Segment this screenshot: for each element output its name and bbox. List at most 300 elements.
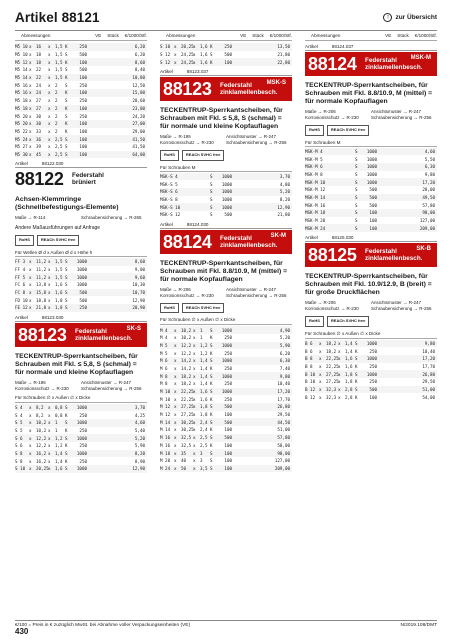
table-cell: 18,2 [181, 373, 192, 379]
table-row [305, 224, 437, 232]
table-cell: FF 5 [15, 274, 26, 280]
price-table [15, 43, 147, 158]
table-cell: S [355, 187, 358, 193]
table-cell: x [338, 394, 341, 400]
table-cell: 4,25 [134, 412, 145, 418]
table-cell: x [174, 335, 177, 341]
table-header: Abmessungen VE Stück €/1000/Stf. [15, 33, 147, 41]
table-cell: 100 [224, 442, 232, 448]
table-cell: 30 [36, 113, 42, 119]
availability-note: Andere Maßausführungen auf Anfrage [15, 225, 101, 232]
table-cell: 1000 [366, 340, 377, 346]
table-cell: S [355, 225, 358, 231]
table-cell: 209,00 [419, 225, 435, 231]
table-row [160, 365, 292, 373]
table-row [15, 442, 147, 450]
table-cell: x [48, 289, 51, 295]
table-cell: MSK-M 18 [305, 210, 326, 216]
table-row [305, 363, 437, 371]
table-cell: K [210, 335, 213, 341]
table-cell: 250 [224, 381, 232, 387]
table-cell: S [210, 189, 213, 195]
product-heading: TECKENTRUP-Sperrkantscheiben, für Schrauben mit Fkl. 10.9/12.9, B (breit) = für große Druckflächen [305, 273, 432, 297]
table-cell: x [48, 151, 51, 157]
table-cell: x [48, 266, 51, 272]
table-cell: x [193, 381, 196, 387]
table-cell: 40 [181, 458, 187, 464]
table-cell: MSK-S 5 [160, 181, 178, 187]
table-cell: 30 [36, 121, 42, 127]
table-cell: 1,5 [55, 274, 63, 280]
table-cell: 1000 [221, 181, 232, 187]
table-cell: M 6 [160, 365, 168, 371]
table-cell: 22 [36, 75, 42, 81]
table-cell: x [29, 282, 32, 288]
table-cell: 250 [79, 305, 87, 311]
table-row [15, 105, 147, 113]
table-cell: x [48, 75, 51, 81]
table-cell: 100 [369, 210, 377, 216]
table-cell: x [193, 389, 196, 395]
product-heading: TECKENTRUP-Sperrkantscheiben, für Schrauben mit Fkl. 8.8/10.9, M (mittel) = für normale Kopfauflagen [160, 259, 288, 283]
table-row [160, 180, 292, 188]
table-cell: 1000 [76, 435, 87, 441]
table-cell: 1,5 [55, 266, 63, 272]
table-cell: 500 [224, 435, 232, 441]
table-cell: x [29, 52, 32, 58]
price-table [15, 258, 147, 312]
price-table [160, 173, 292, 219]
table-cell: 17,20 [277, 389, 290, 395]
table-cell: 1000 [366, 179, 377, 185]
table-row [15, 128, 147, 136]
table-cell: M5 18 [15, 98, 28, 104]
page-number: 430 [15, 627, 29, 636]
table-cell: 1 [200, 327, 203, 333]
table-cell: 1,8 [55, 297, 63, 303]
table-cell: MSK-S 8 [160, 196, 178, 202]
table-cell: x [319, 356, 322, 362]
table-cell: 33 [36, 128, 42, 134]
table-cell: B 6 [305, 340, 313, 346]
table-cell: 22 [36, 67, 42, 73]
table-row [305, 186, 437, 194]
table-row [160, 211, 292, 219]
table-cell: K [210, 44, 213, 50]
table-cell: 22,25 [181, 396, 194, 402]
table-cell: x [48, 274, 51, 280]
table-cell: x [193, 427, 196, 433]
table-cell: 2 [55, 98, 58, 104]
table-cell: S [355, 179, 358, 185]
table-cell: 57,80 [277, 435, 290, 441]
table-cell: 24,25 [181, 59, 194, 65]
table-cell: 27,25 [181, 412, 194, 418]
table-cell: x [193, 412, 196, 418]
table-cell: 8,90 [134, 458, 145, 464]
table-cell: 1 [55, 420, 58, 426]
table-cell: x [193, 404, 196, 410]
table-row [160, 173, 292, 181]
table-row [15, 266, 147, 274]
table-cell: x [29, 274, 32, 280]
table-cell: 4,90 [279, 327, 290, 333]
table-cell: M5 20 [15, 121, 28, 127]
table-cell: S [210, 196, 213, 202]
table-cell: x [48, 466, 51, 472]
table-row [15, 74, 147, 82]
table-cell: 11,2 [36, 266, 47, 272]
table-row [15, 43, 147, 51]
table-cell: M5 24 [15, 136, 28, 142]
table-row [305, 355, 437, 363]
table-cell: MSK-M 14 [305, 194, 326, 200]
table-cell: 1000 [221, 196, 232, 202]
table-cell: S [65, 466, 68, 472]
product-heading: TECKENTRUP-Sperrkantscheiben, für Schrauben mit Fkl. ≤ 5,8, S (schmal) = für normale und kleine Kopfauflagen [15, 352, 138, 376]
table-cell: 1000 [221, 173, 232, 179]
table-cell: 12,90 [132, 297, 145, 303]
table-row [160, 395, 292, 403]
table-cell: 45 [36, 151, 42, 157]
table-cell: 2,5 [55, 136, 63, 142]
table-cell: 250 [224, 396, 232, 402]
reach-badge: REACh SVHC free [182, 150, 224, 161]
table-cell: 1,6 [200, 396, 208, 402]
table-cell: 6,20 [134, 52, 145, 58]
table-cell: 1,2 [55, 435, 63, 441]
header-divider [15, 30, 437, 31]
arrow-up-icon: ↑ [383, 13, 392, 22]
table-row [305, 347, 437, 355]
table-cell: S [65, 289, 68, 295]
table-cell: M 5 [160, 350, 168, 356]
table-row [15, 281, 147, 289]
table-cell: 100 [224, 59, 232, 65]
article-card-88123: Artikel 88123.030 88123 Federstahl zinklamellenbesch. SK-S [15, 315, 147, 347]
table-cell: 3,70 [279, 173, 290, 179]
table-cell: 6,20 [134, 44, 145, 50]
table-cell: 1,8 [345, 379, 353, 385]
table-cell: x [193, 358, 196, 364]
table-cell: 10,30 [132, 282, 145, 288]
table-cell: 10,2 [36, 420, 47, 426]
table-cell: 12,50 [132, 82, 145, 88]
table-cell: S 4 [15, 412, 23, 418]
table-cell: S [355, 218, 358, 224]
table-cell: x [48, 259, 51, 265]
table-cell: 27,00 [132, 121, 145, 127]
table-cell: S [65, 420, 68, 426]
table-cell: K [355, 394, 358, 400]
table-cell: 500 [369, 194, 377, 200]
table-cell: x [174, 350, 177, 356]
table-row [15, 112, 147, 120]
table-cell: 2,5 [55, 151, 63, 157]
table-cell: 1,4 [345, 348, 353, 354]
table-cell: 50 [181, 465, 187, 471]
table-cell: x [174, 358, 177, 364]
table-cell: x [319, 371, 322, 377]
table-cell: MSK-M 8 [305, 171, 323, 177]
overview-link[interactable] [383, 13, 437, 22]
table-cell: 32,5 [181, 442, 192, 448]
table-cell: 24,25 [181, 52, 194, 58]
article-number: 88124 [163, 231, 212, 252]
table-cell: 15,8 [36, 289, 47, 295]
table-cell: S [65, 266, 68, 272]
table-cell: M5 27 [15, 144, 28, 150]
table-cell: 100 [224, 412, 232, 418]
table-cell: 39 [36, 144, 42, 150]
table-row [15, 427, 147, 435]
rohs-badge: RoHS [160, 150, 179, 161]
table-row [160, 203, 292, 211]
table-cell: 100 [79, 136, 87, 142]
table-cell: 11,2 [36, 274, 47, 280]
table-cell: S 6 [15, 443, 23, 449]
table-cell: K [210, 381, 213, 387]
table-cell: 6,30 [424, 164, 435, 170]
table-cell: 4,60 [134, 420, 145, 426]
page-footer: €/100 = Preis in € zuzüglich MwSt. bei Abnahme voller Verpackungseinheiten (VE) N/2019.108/DMT [15, 620, 437, 628]
table-cell: M5 16 [15, 90, 28, 96]
table-cell: 100 [224, 427, 232, 433]
table-cell: 20,25 [181, 44, 194, 50]
table-cell: 9,00 [134, 266, 145, 272]
table-cell: 1000 [366, 164, 377, 170]
table-cell: S [210, 327, 213, 333]
table-cell: 41,50 [132, 136, 145, 142]
table-cell: M5 10 [15, 44, 28, 50]
column-3: Abmessungen VE Stück €/1000/Stf. Artikel 88124.037 88124 Federstahl zinklamellenbesch. MSK-M TECKENTRUP-Sperrkantscheiben, für Schrauben mit Fkl. 8.8/10.9, M (mittel) = für normale Kopfauflagen Maße → R-206 Ansichtsmuster → R-247 Korrosionsschutz → R-230 Schraubensicherung → R-256 RoHS REACh SVHC free Für Schrauben M MSK-M 4 S 1000 4,60 MSK-M 5 S 1000 5,50 MSK-M 6 S 1000 6,30 MSK-M 8 S 1000 9,80 MSK-M 10 S 1000 17,20 MSK-M 12 S 500 28,00 MSK-M 14 S 500 49,50 MSK-M 16 S 500 57,80 MSK-M 18 S 100 98,00 MSK-M 20 S 100 127,00 MSK-M 24 S 100 209,00 Artikel 88125.030 88125 Federstahl zinklamellenbesch. SK-B TECKENTRUP-Sperrkantscheiben, für Schrauben mit Fkl. 10.9/12.9, B (breit) = für große Druckflächen Maße → R-206 Ansichtsmuster → R-247 Korrosionsschutz → R-230 Schraubensicherung → R-256 RoHS REACh SVHC free Für Schrauben ∅ x Außen ∅ x Dicke B 6 x 18,2 x 1,4 S 1000 9,80 B 6 x 18,2 x 1,4 K 250 10,40 B 8 x 22,25 x 1,6 S 1000 17,20 B 8 x 22,25 x 1,6 K 250 17,70 B 10 x 27,25 x 1,8 S 1000 26,80 B 10 x 27,25 x 1,8 K 250 29,50 B 12 x 32,3 x 2,8 S 500 51,00 B 12 x 32,3 x 2,8 K 100 54,00 [305, 33, 437, 400]
table-cell: x [338, 363, 341, 369]
table-cell: M5 18 [15, 105, 28, 111]
table-cell: 500 [224, 419, 232, 425]
table-cell: x [48, 144, 51, 150]
table-cell: S [355, 387, 358, 393]
table-cell: 27 [36, 98, 42, 104]
table-cell: x [319, 348, 322, 354]
table-cell: 18 [36, 52, 42, 58]
table-cell: 250 [79, 428, 87, 434]
table-cell: 8,20 [134, 451, 145, 457]
table-row [160, 43, 292, 51]
table-cell: S [65, 151, 68, 157]
table-cell: x [29, 458, 32, 464]
table-cell: 1000 [366, 356, 377, 362]
table-row [305, 386, 437, 394]
table-cell: 1000 [76, 404, 87, 410]
table-cell: x [48, 59, 51, 65]
table-cell: 7,40 [279, 365, 290, 371]
table-cell: 4,60 [424, 148, 435, 154]
table-cell: 2,5 [200, 442, 208, 448]
table-cell: x [174, 389, 177, 395]
table-cell: 18,2 [181, 381, 192, 387]
table-cell: MSK-M 20 [305, 218, 326, 224]
table-cell: S 8 [15, 458, 23, 464]
table-cell: 1,8 [200, 412, 208, 418]
table-cell: S [355, 156, 358, 162]
table-row [160, 442, 292, 450]
table-cell: 500 [369, 387, 377, 393]
table-cell: x [338, 379, 341, 385]
table-row [160, 411, 292, 419]
table-cell: S [210, 450, 213, 456]
table-cell: 500 [224, 404, 232, 410]
table-cell: 1,6 [55, 282, 63, 288]
table-cell: M5 14 [15, 75, 28, 81]
table-row [160, 418, 292, 426]
table-cell: MSK-M 10 [305, 179, 326, 185]
table-cell: x [48, 98, 51, 104]
price-table [160, 326, 292, 472]
table-cell: 2 [55, 90, 58, 96]
table-cell: MSK-M 16 [305, 202, 326, 208]
table-row [160, 403, 292, 411]
table-cell: S [355, 194, 358, 200]
table-cell: B 12 [305, 394, 316, 400]
table-cell: S [210, 465, 213, 471]
rohs-badge: RoHS [305, 125, 324, 136]
table-cell: 100 [369, 394, 377, 400]
table-row [160, 434, 292, 442]
table-cell: 16 [36, 44, 42, 50]
table-cell: K [65, 428, 68, 434]
table-cell: x [48, 420, 51, 426]
table-cell: K [65, 458, 68, 464]
table-row [305, 378, 437, 386]
table-row [160, 196, 292, 204]
table-cell: 10,40 [422, 348, 435, 354]
table-cell: 1000 [221, 389, 232, 395]
table-row [305, 370, 437, 378]
table-row [305, 155, 437, 163]
rohs-badge: RoHS [160, 303, 179, 314]
table-cell: 32,3 [326, 394, 337, 400]
table-cell: x [48, 412, 51, 418]
table-cell: M 4 [160, 327, 168, 333]
table-cell: S [65, 136, 68, 142]
table-cell: x [29, 59, 32, 65]
table-cell: S [65, 404, 68, 410]
table-cell: 1000 [76, 274, 87, 280]
table-cell: S [210, 389, 213, 395]
table-cell: 1000 [76, 259, 87, 265]
table-row [15, 66, 147, 74]
table-cell: MSK-M 12 [305, 187, 326, 193]
table-cell: 100 [79, 75, 87, 81]
table-cell: M5 12 [15, 59, 28, 65]
table-row [160, 342, 292, 350]
table-cell: MSK-M 4 [305, 148, 323, 154]
table-row [15, 135, 147, 143]
table-cell: x [29, 412, 32, 418]
table-row [160, 449, 292, 457]
table-cell: 2,8 [345, 394, 353, 400]
table-cell: x [193, 396, 196, 402]
table-header: Abmessungen VE Stück €/1000/Stf. [160, 33, 292, 41]
table-cell: x [174, 442, 177, 448]
table-cell: 16,2 [36, 451, 47, 457]
table-cell: 2,4 [200, 427, 208, 433]
table-row [15, 457, 147, 465]
table-cell: x [174, 404, 177, 410]
table-cell: 1,6 [200, 44, 208, 50]
table-cell: 9,80 [424, 340, 435, 346]
table-cell: x [193, 465, 196, 471]
table-row [305, 201, 437, 209]
table-cell: 27,25 [326, 371, 339, 377]
table-cell: x [48, 82, 51, 88]
table-cell: 58,00 [277, 442, 290, 448]
table-cell: 3,5 [200, 465, 208, 471]
table-cell: 1,4 [200, 365, 208, 371]
table-cell: 500 [79, 297, 87, 303]
table-cell: 127,00 [419, 218, 435, 224]
table-cell: 250 [369, 363, 377, 369]
table-cell: S [355, 210, 358, 216]
table-cell: S [210, 358, 213, 364]
table-cell: M 5 [160, 342, 168, 348]
table-cell: 1,6 [345, 363, 353, 369]
table-cell: MSK-S 12 [160, 212, 181, 218]
table-cell: 500 [224, 212, 232, 218]
table-row [15, 419, 147, 427]
table-cell: 16,2 [36, 458, 47, 464]
article-number: 88123 [163, 79, 212, 100]
table-row [160, 380, 292, 388]
table-cell: 8,20 [279, 196, 290, 202]
table-cell: M 4 [160, 335, 168, 341]
product-heading: TECKENTRUP-Sperrkantscheiben, für Schrauben mit Fkl. 8.8/10.9, M (mittel) = für normale Kopfauflagen [305, 82, 433, 105]
table-row [305, 148, 437, 156]
table-row [15, 89, 147, 97]
table-cell: 1,4 [200, 358, 208, 364]
table-cell: M 10 [160, 396, 171, 402]
table-cell: K [65, 59, 68, 65]
table-cell: MSK-M 6 [305, 164, 323, 170]
table-row [15, 51, 147, 59]
table-cell: 5,90 [134, 443, 145, 449]
table-cell: M 16 [160, 435, 171, 441]
table-cell: 1000 [76, 451, 87, 457]
table-cell: S [355, 171, 358, 177]
table-cell: S [355, 371, 358, 377]
table-cell: 250 [79, 458, 87, 464]
table-cell: K [65, 90, 68, 96]
table-row [160, 51, 292, 59]
table-cell: 5,40 [134, 428, 145, 434]
table-cell: K [210, 365, 213, 371]
table-cell: 14,2 [181, 358, 192, 364]
table-cell: 100 [79, 121, 87, 127]
table-cell: x [338, 356, 341, 362]
table-cell: 5,20 [134, 435, 145, 441]
table-cell: 1,6 [55, 466, 63, 472]
table-cell: 10,2 [181, 327, 192, 333]
table-cell: x [193, 52, 196, 58]
table-cell: 27,25 [326, 379, 339, 385]
table-cell: 12,2 [36, 435, 47, 441]
table-cell: 2,5 [55, 144, 63, 150]
table-cell: 100 [79, 90, 87, 96]
table-cell: 21,80 [277, 212, 290, 218]
table-cell: 250 [224, 365, 232, 371]
table-cell: 100 [369, 218, 377, 224]
table-cell: 30,25 [181, 419, 194, 425]
